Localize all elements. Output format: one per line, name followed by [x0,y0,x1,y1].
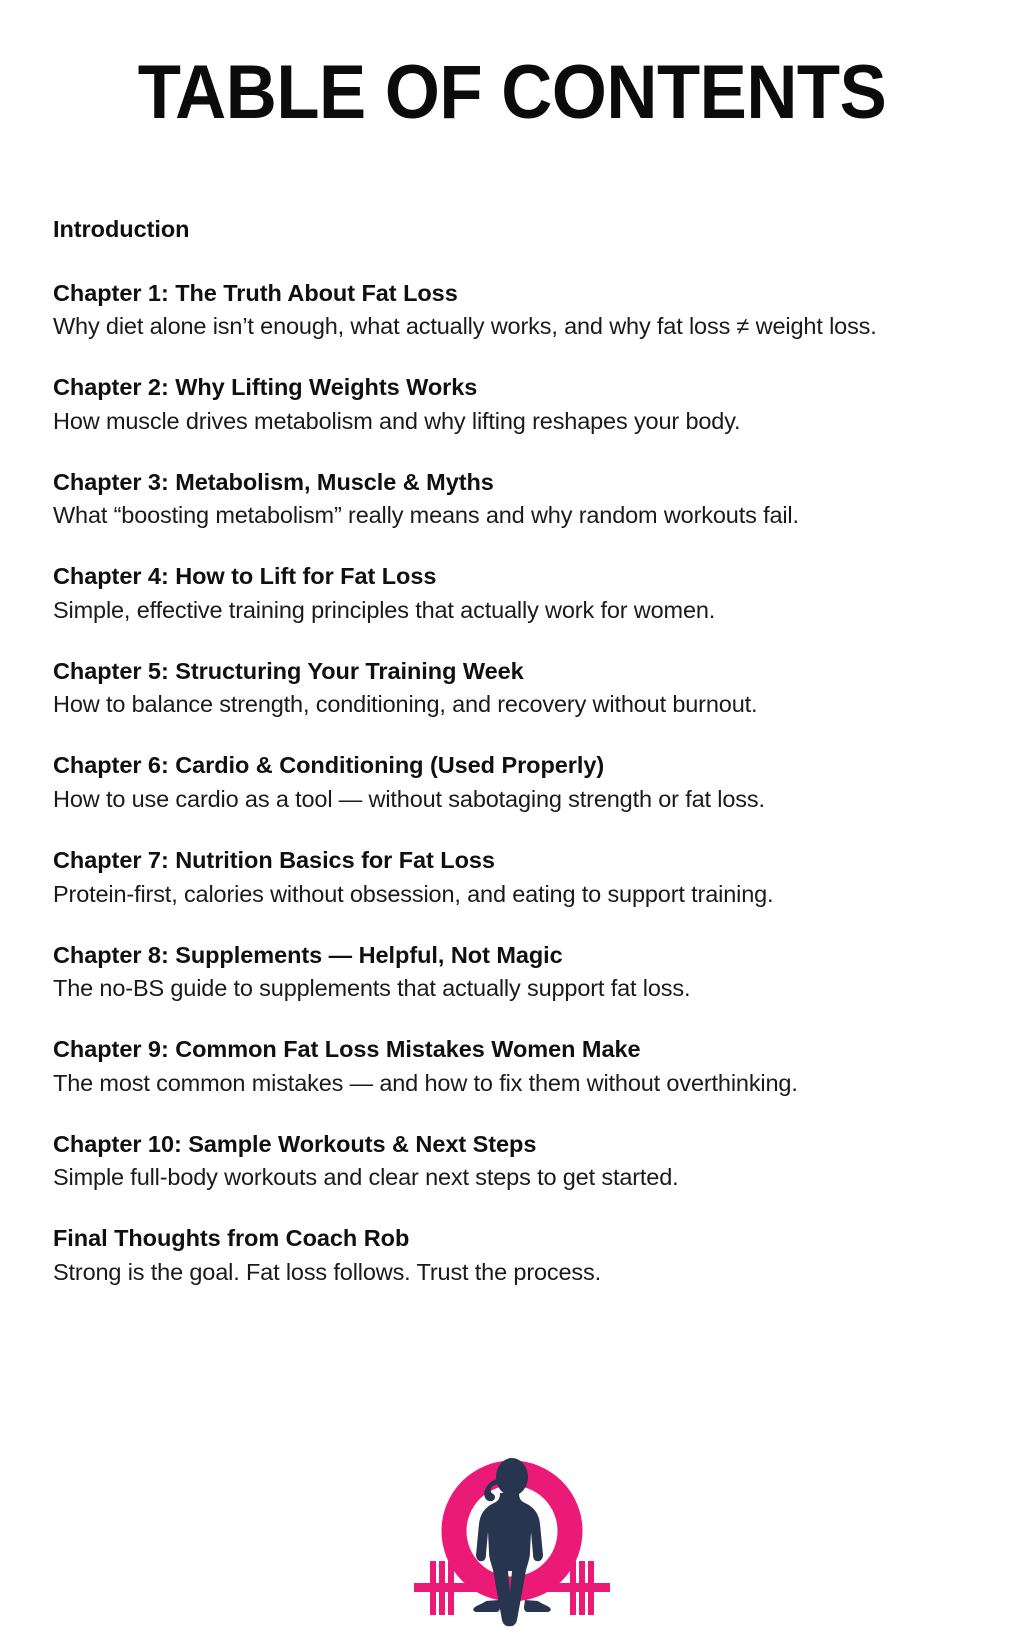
toc-entry[interactable] [53,562,970,627]
toc-entry[interactable] [53,751,970,816]
toc-entry-description: Protein-first, calories without obsession, and eating to support training. [53,880,774,907]
toc-entry-title: Chapter 1: The Truth About Fat Loss [53,279,458,306]
footer-logo [0,1443,1024,1628]
toc-entry-title: Chapter 4: How to Lift for Fat Loss [53,563,437,590]
toc-entry[interactable] [53,215,970,245]
toc-entry-description: How muscle drives metabolism and why lifting reshapes your body. [53,407,741,434]
toc-entry[interactable] [53,846,970,911]
toc-entry[interactable] [53,1224,970,1289]
toc-entry-title: Chapter 10: Sample Workouts & Next Steps [53,1130,537,1157]
toc-entry[interactable] [53,373,970,438]
toc-entry-title: Chapter 7: Nutrition Basics for Fat Loss [53,846,495,873]
toc-entry-title: Introduction [53,216,190,242]
logo-plate-right-1 [570,1561,576,1615]
toc-entry[interactable] [53,941,970,1006]
toc-entry-title: Chapter 5: Structuring Your Training Week [53,657,524,684]
toc-entry[interactable] [53,279,970,344]
toc-entry-title: Chapter 3: Metabolism, Muscle & Myths [53,468,494,495]
logo-plate-right-2 [579,1561,585,1615]
logo-plate-left-2 [439,1561,445,1615]
toc-entry-description: Simple full-body workouts and clear next steps to get started. [53,1164,679,1191]
toc-entry-description: What “boosting metabolism” really means and why random workouts fail. [53,502,799,529]
toc-entry-title: Chapter 9: Common Fat Loss Mistakes Women Make [53,1036,641,1063]
toc-entry-description: Why diet alone isn’t enough, what actually works, and why fat loss ≠ weight loss. [53,313,877,340]
toc-entry-title: Final Thoughts from Coach Rob [53,1225,410,1252]
fitness-woman-barbell-logo [402,1443,622,1628]
logo-plate-left-3 [448,1561,454,1615]
table-of-contents-list [0,215,1024,1289]
toc-entry-title: Chapter 2: Why Lifting Weights Works [53,374,478,401]
toc-entry-title: Chapter 8: Supplements — Helpful, Not Magic [53,941,563,968]
toc-entry-description: The no-BS guide to supplements that actually support fat loss. [53,975,691,1002]
toc-entry[interactable] [53,468,970,533]
toc-entry-description: How to balance strength, conditioning, and recovery without burnout. [53,691,758,718]
toc-entry[interactable] [53,657,970,722]
toc-entry-description: Simple, effective training principles that actually work for women. [53,596,716,623]
toc-entry[interactable] [53,1035,970,1100]
logo-plate-right-3 [588,1561,594,1615]
toc-entry[interactable] [53,1130,970,1195]
toc-entry-title: Chapter 6: Cardio & Conditioning (Used Properly) [53,752,605,779]
toc-entry-description: Strong is the goal. Fat loss follows. Trust the process. [53,1258,602,1285]
logo-plate-left-1 [430,1561,436,1615]
page-title: TABLE OF CONTENTS [137,50,887,135]
toc-entry-description: How to use cardio as a tool — without sabotaging strength or fat loss. [53,786,765,813]
toc-entry-description: The most common mistakes — and how to fix them without overthinking. [53,1069,798,1096]
